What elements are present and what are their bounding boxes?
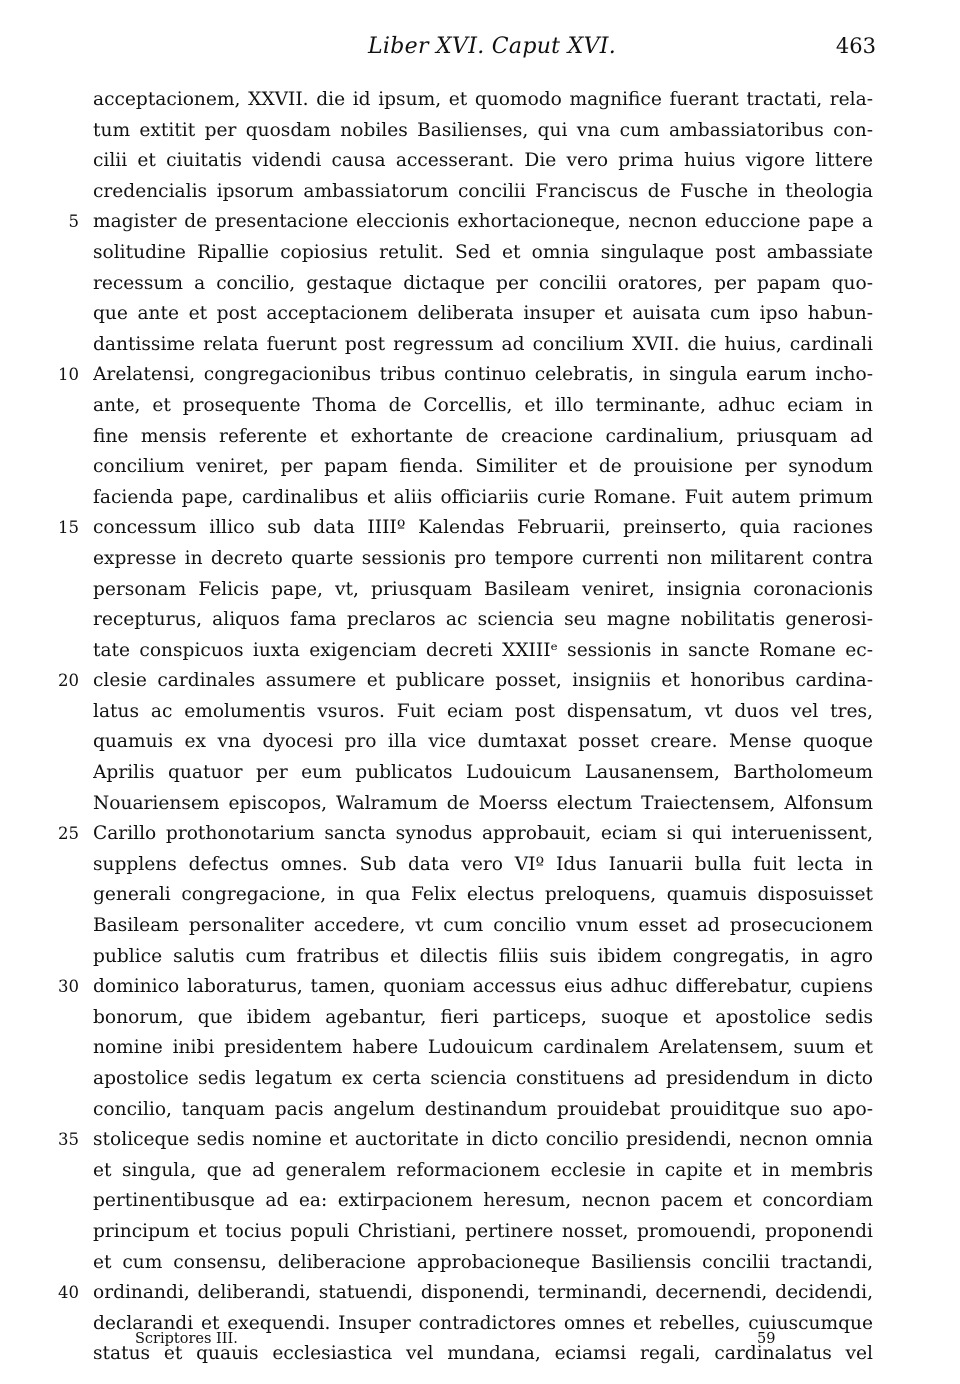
text-line	[93, 605, 873, 636]
line-text: quamuis ex vna dyocesi pro illa vice dumtaxat posset creare. Mense quoque	[93, 731, 873, 753]
text-line	[93, 727, 873, 758]
line-text: tate conspicuos iuxta exigenciam decreti XXIIIᵉ sessionis in sancte Romane ec-	[93, 639, 873, 661]
text-line	[93, 483, 873, 514]
text-line	[68, 207, 873, 238]
text-line	[93, 269, 873, 300]
line-text: concilium veniret, per papam fienda. Similiter et de prouisione per synodum	[93, 456, 873, 478]
line-number: 15	[58, 518, 79, 538]
line-text: que ante et post acceptacionem deliberata insuper et auisata cum ipso habun-	[93, 303, 873, 325]
text-line	[58, 819, 873, 850]
text-line	[93, 1064, 873, 1095]
line-text: ordinandi, deliberandi, statuendi, disponendi, terminandi, decernendi, decidendi,	[93, 1282, 873, 1304]
text-line	[93, 1095, 873, 1126]
running-title: Liber XVI. Caput XVI.	[368, 34, 617, 59]
line-text: apostolice sedis legatum ex certa sciencia constituens ad presidendum in dicto	[93, 1068, 873, 1089]
line-text: et cum consensu, deliberacione approbacioneque Basiliensis concilii tractandi,	[93, 1251, 873, 1273]
line-text: status et quauis ecclesiastica vel mundana, eciamsi regali, cardinalatus vel	[93, 1343, 873, 1365]
text-line	[58, 1278, 873, 1309]
line-text: recessum a concilio, gestaque dictaque per concilii oratores, per papam quo-	[93, 272, 873, 294]
line-text: personam Felicis pape, vt, priusquam Basileam veniret, insignia coronacionis	[93, 578, 873, 600]
text-line	[93, 697, 873, 728]
line-text: magister de presentacione eleccionis exhortacioneque, necnon educcione pape a	[93, 211, 873, 233]
text-line	[93, 1217, 873, 1248]
page-footer	[0, 1331, 960, 1361]
text-line	[93, 1003, 873, 1034]
text-line	[93, 942, 873, 973]
line-text: et singula, que ad generalem reformacionem ecclesie in capite et in membris	[93, 1159, 873, 1181]
line-text: concessum illico sub data IIIIº Kalendas Februarii, preinserto, quia raciones	[93, 517, 873, 539]
text-line	[93, 299, 873, 330]
line-text: ante, et prosequente Thoma de Corcellis, et illo terminante, adhuc eciam in	[93, 394, 873, 416]
text-line	[58, 972, 873, 1003]
text-line	[93, 789, 873, 820]
line-number: 5	[68, 212, 79, 232]
text-line	[93, 1248, 873, 1279]
line-text: Nouariensem episcopos, Walramum de Moerss electum Traiectensem, Alfonsum	[93, 792, 873, 814]
signature-mark: Scriptores III.	[135, 1331, 238, 1347]
line-text: declarandi et exequendi. Insuper contradictores omnes et rebelles, cuiuscumque	[93, 1312, 873, 1334]
line-text: nomine inibi presidentem habere Ludouicum cardinalem Arelatensem, suum et	[93, 1037, 873, 1059]
line-text: supplens defectus omnes. Sub data vero VIº Idus Ianuarii bulla fuit lecta in	[93, 853, 873, 875]
text-line	[58, 1125, 873, 1156]
line-number: 10	[58, 365, 79, 385]
text-line	[93, 146, 873, 177]
text-line	[93, 116, 873, 147]
line-text: Aprilis quatuor per eum publicatos Ludouicum Lausanensem, Bartholomeum	[93, 762, 873, 784]
text-line	[93, 177, 873, 208]
text-line	[93, 880, 873, 911]
line-text: concilio, tanquam pacis angelum destinandum prouidebat prouiditque suo apo-	[93, 1098, 873, 1120]
text-line	[93, 758, 873, 789]
gathering-number: 59	[757, 1331, 776, 1347]
line-number: 40	[58, 1283, 79, 1303]
text-line	[93, 238, 873, 269]
text-line	[93, 1186, 873, 1217]
line-text: acceptacionem, XXVII. die id ipsum, et quomodo magnifice fuerant tractati, rela-	[93, 89, 873, 110]
line-text: publice salutis cum fratribus et dilectis filiis suis ibidem congregatis, in agro	[93, 945, 873, 967]
text-line	[93, 1156, 873, 1187]
line-text: latus ac emolumentis vsuros. Fuit eciam post dispensatum, vt duos vel tres,	[93, 700, 873, 722]
line-number: 35	[58, 1130, 79, 1150]
line-text: stoliceque sedis nomine et auctoritate in dicto concilio presidendi, necnon omnia	[93, 1129, 873, 1151]
text-line	[93, 1033, 873, 1064]
line-text: bonorum, que ibidem agebantur, fieri particeps, suoque et apostolice sedis	[93, 1006, 873, 1028]
text-line	[93, 911, 873, 942]
text-line	[58, 513, 873, 544]
line-number: 20	[58, 671, 79, 691]
text-line	[93, 330, 873, 361]
line-text: fine mensis referente et exhortante de creacione cardinalium, priusquam ad	[93, 425, 873, 447]
line-number: 25	[58, 824, 79, 844]
text-line	[93, 636, 873, 667]
text-line	[58, 666, 873, 697]
line-text: principum et tocius populi Christiani, pertinere nosset, promouendi, proponendi	[93, 1220, 873, 1242]
line-text: pertinentibusque ad ea: extirpacionem heresum, necnon pacem et concordiam	[93, 1190, 873, 1212]
line-text: tum extitit per quosdam nobiles Basilienses, qui vna cum ambassiatoribus con-	[93, 119, 873, 141]
page-header	[0, 30, 960, 70]
line-text: credencialis ipsorum ambassiatorum concilii Franciscus de Fusche in theologia	[93, 180, 873, 202]
line-text: Carillo prothonotarium sancta synodus approbauit, eciam si qui interuenissent,	[93, 823, 873, 845]
main-text	[58, 85, 873, 1370]
text-line	[93, 850, 873, 881]
text-line	[93, 452, 873, 483]
line-text: generali congregacione, in qua Felix electus preloquens, quamuis disposuisset	[93, 884, 873, 906]
text-line	[58, 360, 873, 391]
line-text: Arelatensi, congregacionibus tribus continuo celebratis, in singula earum incho-	[93, 364, 873, 386]
line-text: expresse in decreto quarte sessionis pro tempore currenti non militarent contra	[93, 547, 873, 569]
line-text: recepturus, aliquos fama preclaros ac sciencia seu magne nobilitatis generosi-	[93, 609, 873, 631]
text-line	[93, 85, 873, 116]
text-line	[93, 422, 873, 453]
line-text: facienda pape, cardinalibus et aliis officiariis curie Romane. Fuit autem primum	[93, 486, 873, 508]
line-text: cilii et ciuitatis videndi causa accesserant. Die vero prima huius vigore littere	[93, 150, 873, 172]
text-line	[93, 391, 873, 422]
line-text: Basileam personaliter accedere, vt cum concilio vnum esset ad prosecucionem	[93, 915, 873, 937]
line-text: solitudine Ripallie copiosius retulit. Sed et omnia singulaque post ambassiate	[93, 241, 873, 263]
line-number: 30	[58, 977, 79, 997]
page-number: 463	[835, 34, 876, 58]
text-line	[93, 575, 873, 606]
line-text: dominico laboraturus, tamen, quoniam accessus eius adhuc differebatur, cupiens	[93, 976, 873, 998]
text-line	[93, 544, 873, 575]
line-text: clesie cardinales assumere et publicare posset, insigniis et honoribus cardina-	[93, 670, 873, 692]
line-text: dantissime relata fuerunt post regressum ad concilium XVII. die huius, cardinali	[93, 333, 873, 355]
